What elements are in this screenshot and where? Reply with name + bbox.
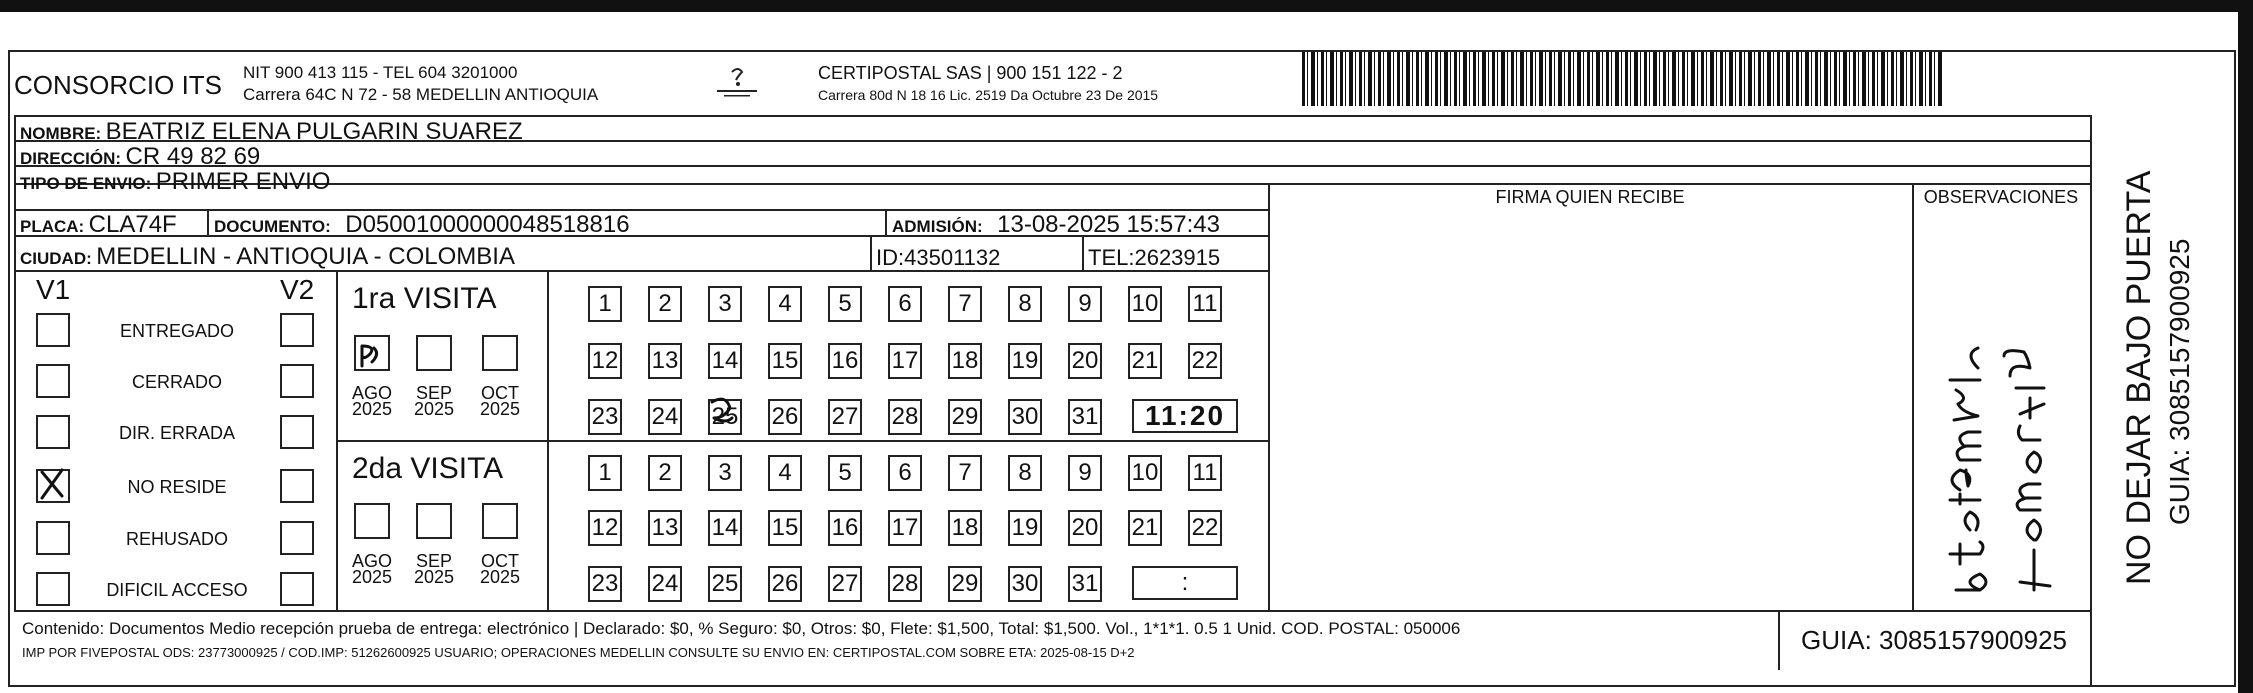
year-label: 2025 [351,399,393,419]
v2-heading: V2 [280,274,315,305]
status-label: ENTREGADO [119,321,234,341]
tipo-envio-label: TIPO DE ENVIO: [20,174,152,193]
day-box[interactable]: 9 [1068,286,1102,322]
status-label: REHUSADO [125,529,228,549]
day-box[interactable]: 19 [1008,510,1042,546]
firma-heading: FIRMA QUIEN RECIBE [1495,187,1685,207]
side-guia: GUIA: 3085157900925 [2164,238,2195,525]
first-visit-heading: 1ra VISITA [352,282,497,315]
year-label: 2025 [479,399,521,419]
day-box[interactable]: 8 [1008,455,1042,491]
day-box[interactable]: 2 [648,286,682,322]
day-box[interactable]: 25 [708,399,742,435]
day-box[interactable]: 4 [768,286,802,322]
day-box[interactable]: 16 [828,510,862,546]
day-box[interactable]: 2 [648,455,682,491]
tipo-envio-value: PRIMER ENVIO [155,168,331,195]
id-label: ID: [876,245,905,270]
observaciones-heading: OBSERVACIONES [1923,187,2079,207]
day-box[interactable]: 26 [768,566,802,602]
status-label: CERRADO [131,372,222,392]
footer-content-line: Contenido: Documentos Medio recepción prueba de entrega: electrónico | Declarado: $0, % Seguro: $0, Otros: $0, Flete: $1,500, Total: $1,500. Vol., 1*1*1. 0.5 1 Unid. COD. POSTAL: 050006 [22,619,1461,638]
side-warning: NO DEJAR BAJO PUERTA [2120,170,2158,585]
direccion-value: CR 49 82 69 [125,143,261,170]
day-box[interactable]: 14 [708,510,742,546]
ciudad-label: CIUDAD: [20,249,92,268]
day-box[interactable]: 27 [828,566,862,602]
day-box[interactable]: 17 [888,343,922,379]
day-box[interactable]: 24 [648,399,682,435]
day-box[interactable]: 3 [708,286,742,322]
day-box[interactable]: 15 [768,343,802,379]
day-box[interactable]: 23 [588,399,622,435]
footer-imp-line: IMP POR FIVEPOSTAL ODS: 23773000925 / COD.IMP: 51262600925 USUARIO; OPERACIONES MEDELLIN CONSULTE SU ENVIO EN: CERTIPOSTAL.COM SOBRE ETA: 2025-08-15 D+2 [22,645,1135,660]
second-visit-time: : [1181,569,1189,596]
day-box[interactable]: 14 [708,343,742,379]
first-visit-time: 11:20 [1144,400,1226,431]
footer-guia: GUIA: 3085157900925 [1801,625,2067,655]
day-box[interactable]: 5 [828,455,862,491]
day-box[interactable]: 11 [1188,455,1222,491]
day-box[interactable]: 12 [588,343,622,379]
day-box[interactable]: 10 [1128,286,1162,322]
year-label: 2025 [413,399,455,419]
ciudad-value: MEDELLIN - ANTIOQUIA - COLOMBIA [96,243,515,270]
day-box[interactable]: 31 [1068,566,1102,602]
nombre-label: NOMBRE: [20,124,102,143]
company-name: CONSORCIO ITS [14,70,223,100]
documento-value: D05001000000048518816 [345,211,630,238]
day-box[interactable]: 21 [1128,343,1162,379]
day-box[interactable]: 31 [1068,399,1102,435]
month-label: OCT [481,551,519,571]
day-box[interactable]: 6 [888,286,922,322]
documento-label: DOCUMENTO: [214,217,331,236]
day-box[interactable]: 5 [828,286,862,322]
v1-heading: V1 [36,274,71,305]
day-box[interactable]: 7 [948,455,982,491]
carrier-address: Carrera 80d N 18 16 Lic. 2519 Da Octubre 23 De 2015 [818,87,1159,103]
day-box[interactable]: 29 [948,566,982,602]
status-label: DIR. ERRADA [118,423,235,443]
month-label: SEP [415,383,453,403]
id-value: 43501132 [904,245,1001,270]
day-box[interactable]: 1 [588,455,622,491]
month-label: OCT [481,383,519,403]
day-box[interactable]: 16 [828,343,862,379]
day-box[interactable]: 26 [768,399,802,435]
tel-label: TEL: [1088,245,1135,270]
day-box[interactable]: 10 [1128,455,1162,491]
month-label: AGO [351,551,392,571]
admision-label: ADMISIÓN: [892,217,983,236]
day-box[interactable]: 20 [1068,510,1102,546]
day-box[interactable]: 18 [948,343,982,379]
day-box[interactable]: 24 [648,566,682,602]
carrier-name: CERTIPOSTAL SAS | 900 151 122 - 2 [818,63,1123,83]
status-label: DIFICIL ACCESO [106,580,248,600]
day-box[interactable]: 30 [1008,399,1042,435]
year-label: 2025 [351,567,393,587]
day-box[interactable]: 13 [648,343,682,379]
year-label: 2025 [479,567,521,587]
tel-value: 2623915 [1134,245,1221,270]
day-box[interactable]: 7 [948,286,982,322]
year-label: 2025 [413,567,455,587]
day-box[interactable]: 30 [1008,566,1042,602]
day-box[interactable]: 18 [948,510,982,546]
placa-label: PLACA: [20,217,85,236]
day-box[interactable]: 6 [888,455,922,491]
day-box[interactable]: 9 [1068,455,1102,491]
company-address: Carrera 64C N 72 - 58 MEDELLIN ANTIOQUIA [243,85,599,104]
direccion-label: DIRECCIÓN: [20,149,122,168]
second-visit-heading: 2da VISITA [352,452,504,485]
day-box[interactable]: 22 [1188,510,1222,546]
month-label: SEP [415,551,453,571]
month-label: AGO [351,383,392,403]
nombre-value: BEATRIZ ELENA PULGARIN SUAREZ [105,118,523,145]
day-box[interactable]: 29 [948,399,982,435]
day-box[interactable]: 22 [1188,343,1222,379]
day-box[interactable]: 21 [1128,510,1162,546]
admision-value: 13-08-2025 15:57:43 [997,211,1220,238]
day-box[interactable]: 27 [828,399,862,435]
day-box[interactable]: 3 [708,455,742,491]
company-nit: NIT 900 413 115 - TEL 604 3201000 [243,63,518,82]
status-label: NO RESIDE [127,477,227,497]
day-box[interactable]: 17 [888,510,922,546]
day-box[interactable]: 12 [588,510,622,546]
day-box[interactable]: 19 [1008,343,1042,379]
day-box[interactable]: 11 [1188,286,1222,322]
day-box[interactable]: 15 [768,510,802,546]
day-box[interactable]: 4 [768,455,802,491]
day-box[interactable]: 1 [588,286,622,322]
day-box[interactable]: 23 [588,566,622,602]
day-box[interactable]: 13 [648,510,682,546]
day-box[interactable]: 28 [888,399,922,435]
day-box[interactable]: 20 [1068,343,1102,379]
placa-value: CLA74F [88,211,177,238]
day-box[interactable]: 8 [1008,286,1042,322]
day-box[interactable]: 25 [708,566,742,602]
day-box[interactable]: 28 [888,566,922,602]
